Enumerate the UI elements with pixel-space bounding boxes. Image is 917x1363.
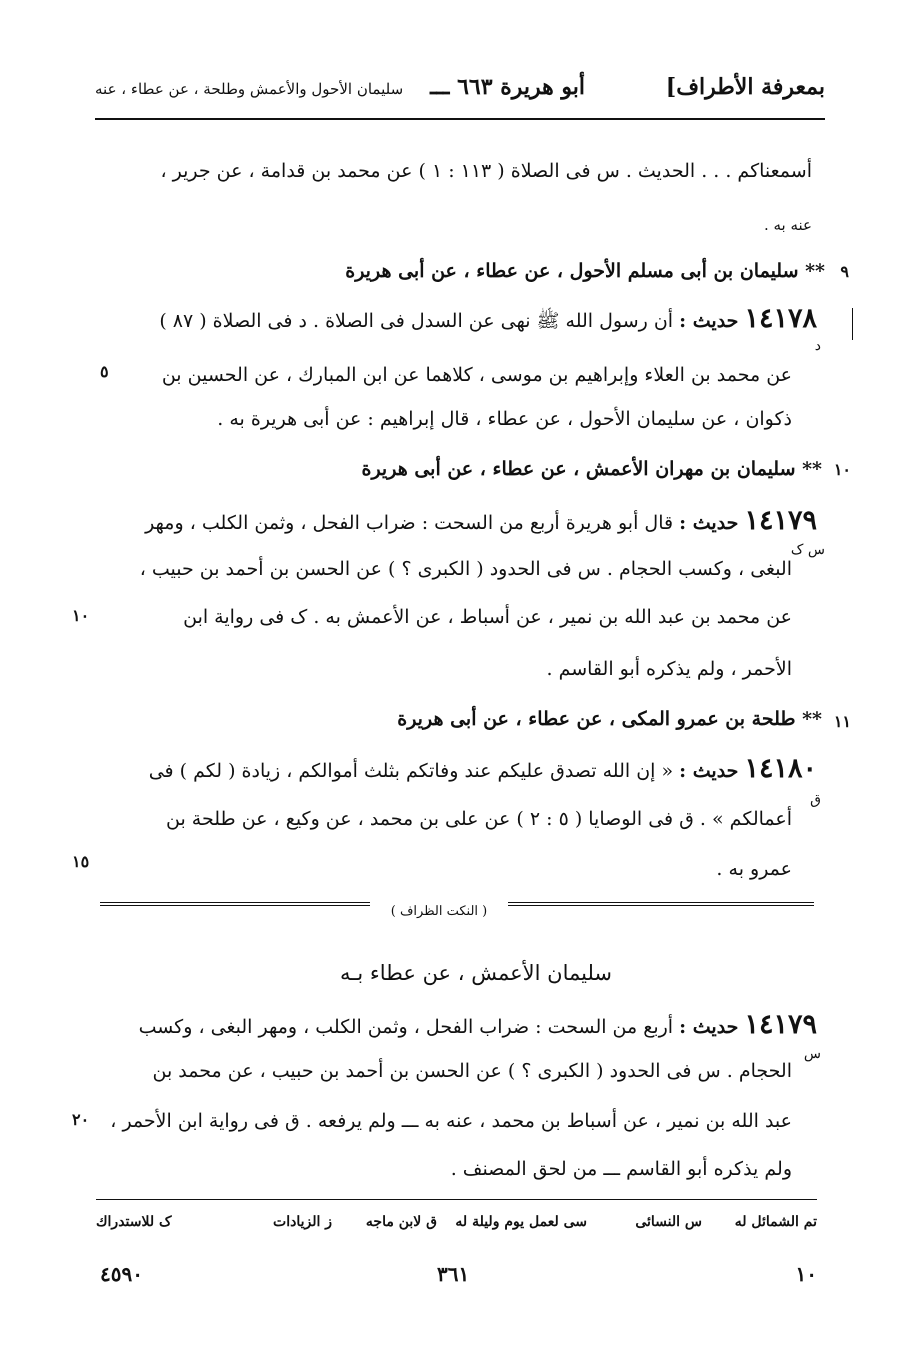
volume-number: ١٠ [795,1262,817,1286]
section-heading: ** سليمان بن مهران الأعمش ، عن عطاء ، عن أبى هريرة [361,458,822,480]
nukat-heading: سليمان الأعمش ، عن عطاء بـه [339,961,612,985]
hadith-label: حديث : [679,512,739,534]
section-number: ١٠ [833,460,851,479]
hadith-number: ١٤١٧٩ [744,505,817,536]
margin-bar [852,308,853,340]
section-number: ١١ [833,712,851,731]
margin-siglum: س ک [790,542,825,558]
text-line: أعمالكم » . ق فى الوصايا ( ٥ : ٢ ) عن على بن محمد ، عن وكيع ، عن طلحة بن [166,808,792,830]
double-rule-right [508,902,814,906]
hadith-label: حديث : [679,310,739,332]
footer-abbrev: ز الزيادات [273,1214,332,1230]
text-line: أسمعناكم . . . الحديث . س فى الصلاة ( ١١٣ : ١ ) عن محمد بن قدامة ، عن جرير ، [160,160,812,182]
hadith-line [145,505,817,536]
footer-abbrev: س النسائى [635,1214,702,1230]
margin-siglum: ق [810,792,821,808]
hadith-number: ١٤١٧٩ [744,1009,817,1040]
text-line: عن محمد بن عبد الله بن نمير ، عن أسباط ، عن الأعمش به . ک فى رواية ابن [183,606,792,628]
text-line: عمرو به . [716,858,792,880]
header-volume: أبو هريرة ٦٦٣ ـــ [430,74,585,100]
text-line: الأحمر ، ولم يذكره أبو القاسم . [546,658,792,680]
hadith-number: ١٤١٧٨ [744,303,817,334]
text-line: ولم يذكره أبو القاسم ـــ من لحق المصنف . [450,1158,792,1180]
section-heading: ** طلحة بن عمرو المكى ، عن عطاء ، عن أبى هريرة [397,708,822,730]
line-number: ١٥ [72,852,90,871]
hadith-line [138,1009,817,1040]
header-title: بمعرفة الأطراف] [665,74,825,100]
footer-abbrev: ق لابن ماجه [365,1214,437,1230]
line-number: ٥ [100,362,109,381]
hadith-line [148,753,817,784]
hadith-line [159,303,817,334]
hadith-text: قال أبو هريرة أربع من السحت : ضراب الفحل ، وثمن الكلب ، ومهر [145,512,674,534]
hadith-text: « إن الله تصدق عليكم عند وفاتكم بثلث أموالكم ، زيادة ( لكم ) فى [148,760,674,782]
text-line: عن محمد بن العلاء وإبراهيم بن موسى ، كلاهما عن ابن المبارك ، عن الحسين بن [161,364,792,386]
text-line: عبد الله بن نمير ، عن أسباط بن محمد ، عنه به ـــ ولم يرفعه . ق فى رواية ابن الأحمر ، [110,1110,792,1132]
header-rule [95,118,825,120]
section-label: ( النكت الظراف ) [390,904,488,919]
text-line: البغى ، وكسب الحجام . س فى الحدود ( الكبرى ؟ ) عن الحسن بن أحمد بن حبيب ، [139,558,792,580]
footer-abbrev: تم الشمائل له [734,1214,817,1230]
hadith-label: حديث : [679,760,739,782]
double-rule-left [100,902,370,906]
margin-siglum: د [814,338,821,354]
line-number: ١٠ [72,606,90,625]
section-number: ٩ [840,262,849,281]
running-header [95,72,825,108]
header-names: سليمان الأحول والأعمش وطلحة ، عن عطاء ، عنه [95,80,404,98]
text-line: ذكوان ، عن سليمان الأحول ، عن عطاء ، قال إبراهيم : عن أبى هريرة به . [217,408,792,430]
line-number: ٢٠ [72,1110,90,1129]
section-heading: ** سليمان بن أبى مسلم الأحول ، عن عطاء ، عن أبى هريرة [345,260,825,282]
footer-abbrev: سى لعمل يوم وليلة له [455,1214,587,1230]
page-number: ٣٦١ [437,1262,470,1286]
hadith-number: ١٤١٨٠ [744,753,817,784]
sequence-number: ٤٥٩٠ [100,1262,143,1286]
text-line: الحجام . س فى الحدود ( الكبرى ؟ ) عن الحسن بن أحمد بن حبيب ، عن محمد بن [152,1060,792,1082]
margin-siglum: س [803,1046,821,1062]
hadith-text: أربع من السحت : ضراب الفحل ، وثمن الكلب ، ومهر البغى ، وكسب [138,1016,674,1038]
text-line: عنه به . [763,216,812,234]
footer-rule [96,1199,817,1200]
hadith-label: حديث : [679,1016,739,1038]
footer-abbrev: ک للاستدراك [96,1214,172,1230]
hadith-text: أن رسول الله ﷺ نهى عن السدل فى الصلاة . د فى الصلاة ( ٨٧ ) [159,310,674,332]
